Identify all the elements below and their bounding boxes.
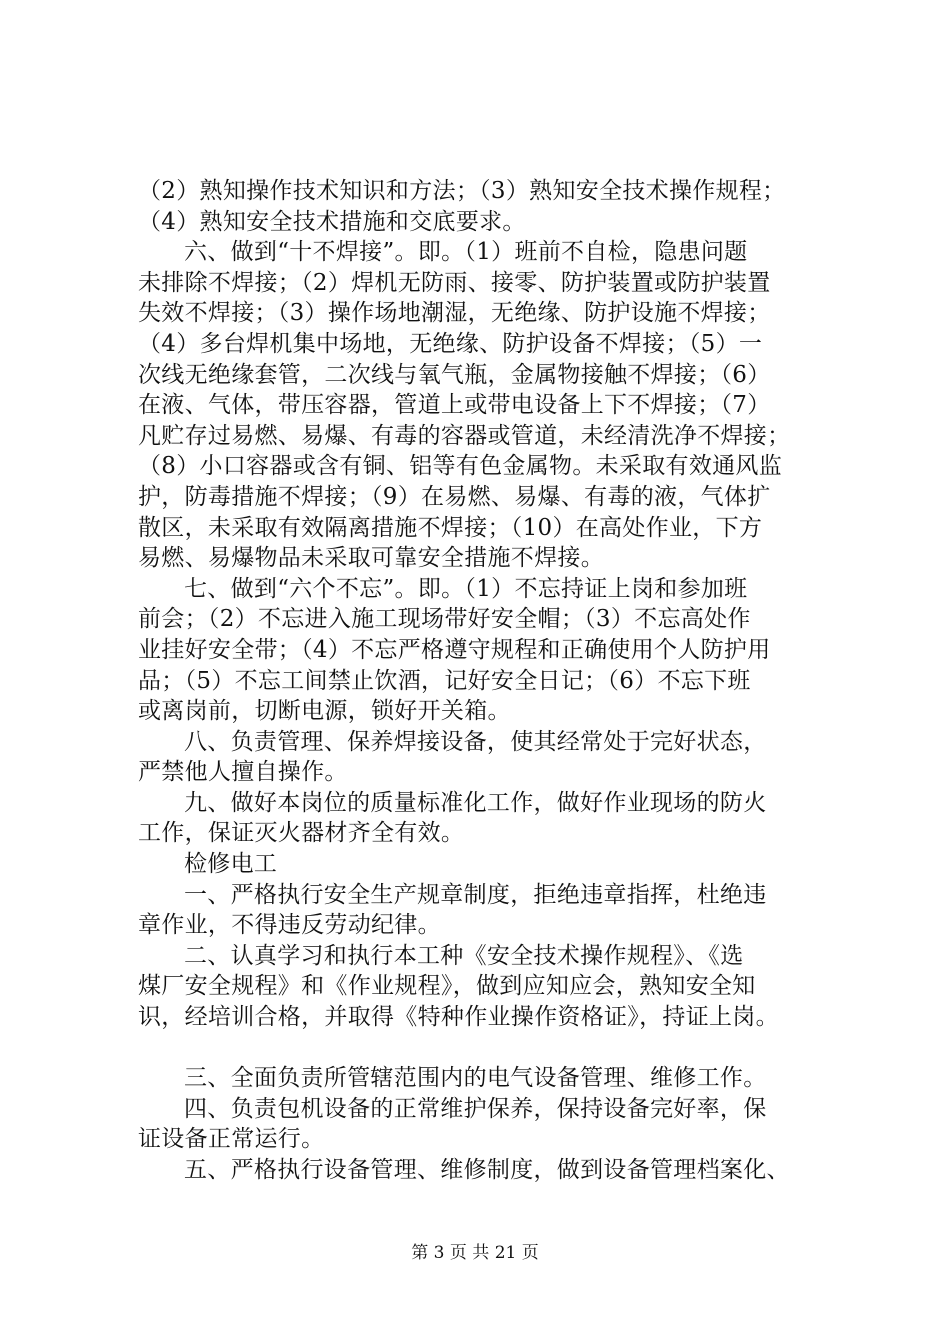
text-line: 在液、气体，带压容器，管道上或带电设备上下不焊接；（7） bbox=[138, 392, 771, 419]
text-line: 识，经培训合格，并取得《特种作业操作资格证》，持证上岗。 bbox=[138, 1004, 779, 1031]
text-line: （4）熟知安全技术措施和交底要求。 bbox=[138, 208, 526, 235]
text-line: 煤厂安全规程》和《作业规程》，做到应知应会，熟知安全知 bbox=[138, 973, 756, 1000]
paragraph-heading-three: 三、全面负责所管辖范围内的电气设备管理、维修工作。 bbox=[184, 1065, 767, 1092]
paragraph-heading-seven: 七、做到“六个不忘”。即。（1）不忘持证上岗和参加班 bbox=[184, 575, 748, 602]
text-line: 次线无绝缘套管，二次线与氧气瓶，金属物接触不焊接；（6） bbox=[138, 361, 771, 388]
text-line: 工作，保证灭火器材齐全有效。 bbox=[138, 820, 465, 847]
page-number: 第 3 页 共 21 页 bbox=[411, 1243, 539, 1263]
paragraph-heading-two: 二、认真学习和执行本工种《安全技术操作规程》、《选 bbox=[184, 942, 744, 969]
text-line: 或离岗前，切断电源，锁好开关箱。 bbox=[138, 698, 511, 725]
text-line: 前会；（2）不忘进入施工现场带好安全帽；（3）不忘高处作 bbox=[138, 606, 751, 633]
text-line: 章作业，不得违反劳动纪律。 bbox=[138, 912, 441, 939]
paragraph-heading-six: 六、做到“十不焊接”。即。（1）班前不自检，隐患问题 bbox=[184, 239, 748, 266]
section-title-maintenance-electrician: 检修电工 bbox=[184, 851, 278, 878]
text-line: 业挂好安全带；（4）不忘严格遵守规程和正确使用个人防护用 bbox=[138, 636, 771, 663]
text-line: 未排除不焊接；（2）焊机无防雨、接零、防护装置或防护装置 bbox=[138, 269, 771, 296]
paragraph-heading-four: 四、负责包机设备的正常维护保养，保持设备完好率，保 bbox=[184, 1095, 767, 1122]
text-line: 严禁他人擅自操作。 bbox=[138, 759, 348, 786]
text-line: 失效不焊接；（3）操作场地潮湿，无绝缘、防护设施不焊接； bbox=[138, 300, 771, 327]
text-line: （4）多台焊机集中场地，无绝缘、防护设备不焊接；（5）一 bbox=[138, 330, 763, 357]
text-line: 易燃、易爆物品未采取可靠安全措施不焊接。 bbox=[138, 545, 604, 572]
text-line: 护，防毒措施不焊接；（9）在易燃、易爆、有毒的液，气体扩 bbox=[138, 483, 771, 510]
text-line: （8）小口容器或含有铜、铝等有色金属物。未采取有效通风监 bbox=[138, 453, 783, 480]
paragraph-heading-five: 五、严格执行设备管理、维修制度，做到设备管理档案化、 bbox=[184, 1157, 790, 1183]
blank-line bbox=[138, 1033, 838, 1064]
text-line: 证设备正常运行。 bbox=[138, 1126, 325, 1153]
paragraph-heading-one: 一、严格执行安全生产规章制度，拒绝违章指挥，杜绝违 bbox=[184, 881, 767, 908]
text-line: 品；（5）不忘工间禁止饮酒，记好安全日记；（6）不忘下班 bbox=[138, 667, 751, 694]
text-line: 凡贮存过易燃、易爆、有毒的容器或管道，未经清洗净不焊接； bbox=[138, 422, 791, 449]
text-line: 散区，未采取有效隔离措施不焊接；（10）在高处作业，下方 bbox=[138, 514, 763, 541]
text-line: （2）熟知操作技术知识和方法；（3）熟知安全技术操作规程； bbox=[138, 178, 786, 204]
paragraph-heading-eight: 八、负责管理、保养焊接设备，使其经常处于完好状态， bbox=[184, 728, 767, 755]
paragraph-heading-nine: 九、做好本岗位的质量标准化工作，做好作业现场的防火 bbox=[184, 789, 767, 816]
document-body bbox=[138, 176, 838, 1186]
